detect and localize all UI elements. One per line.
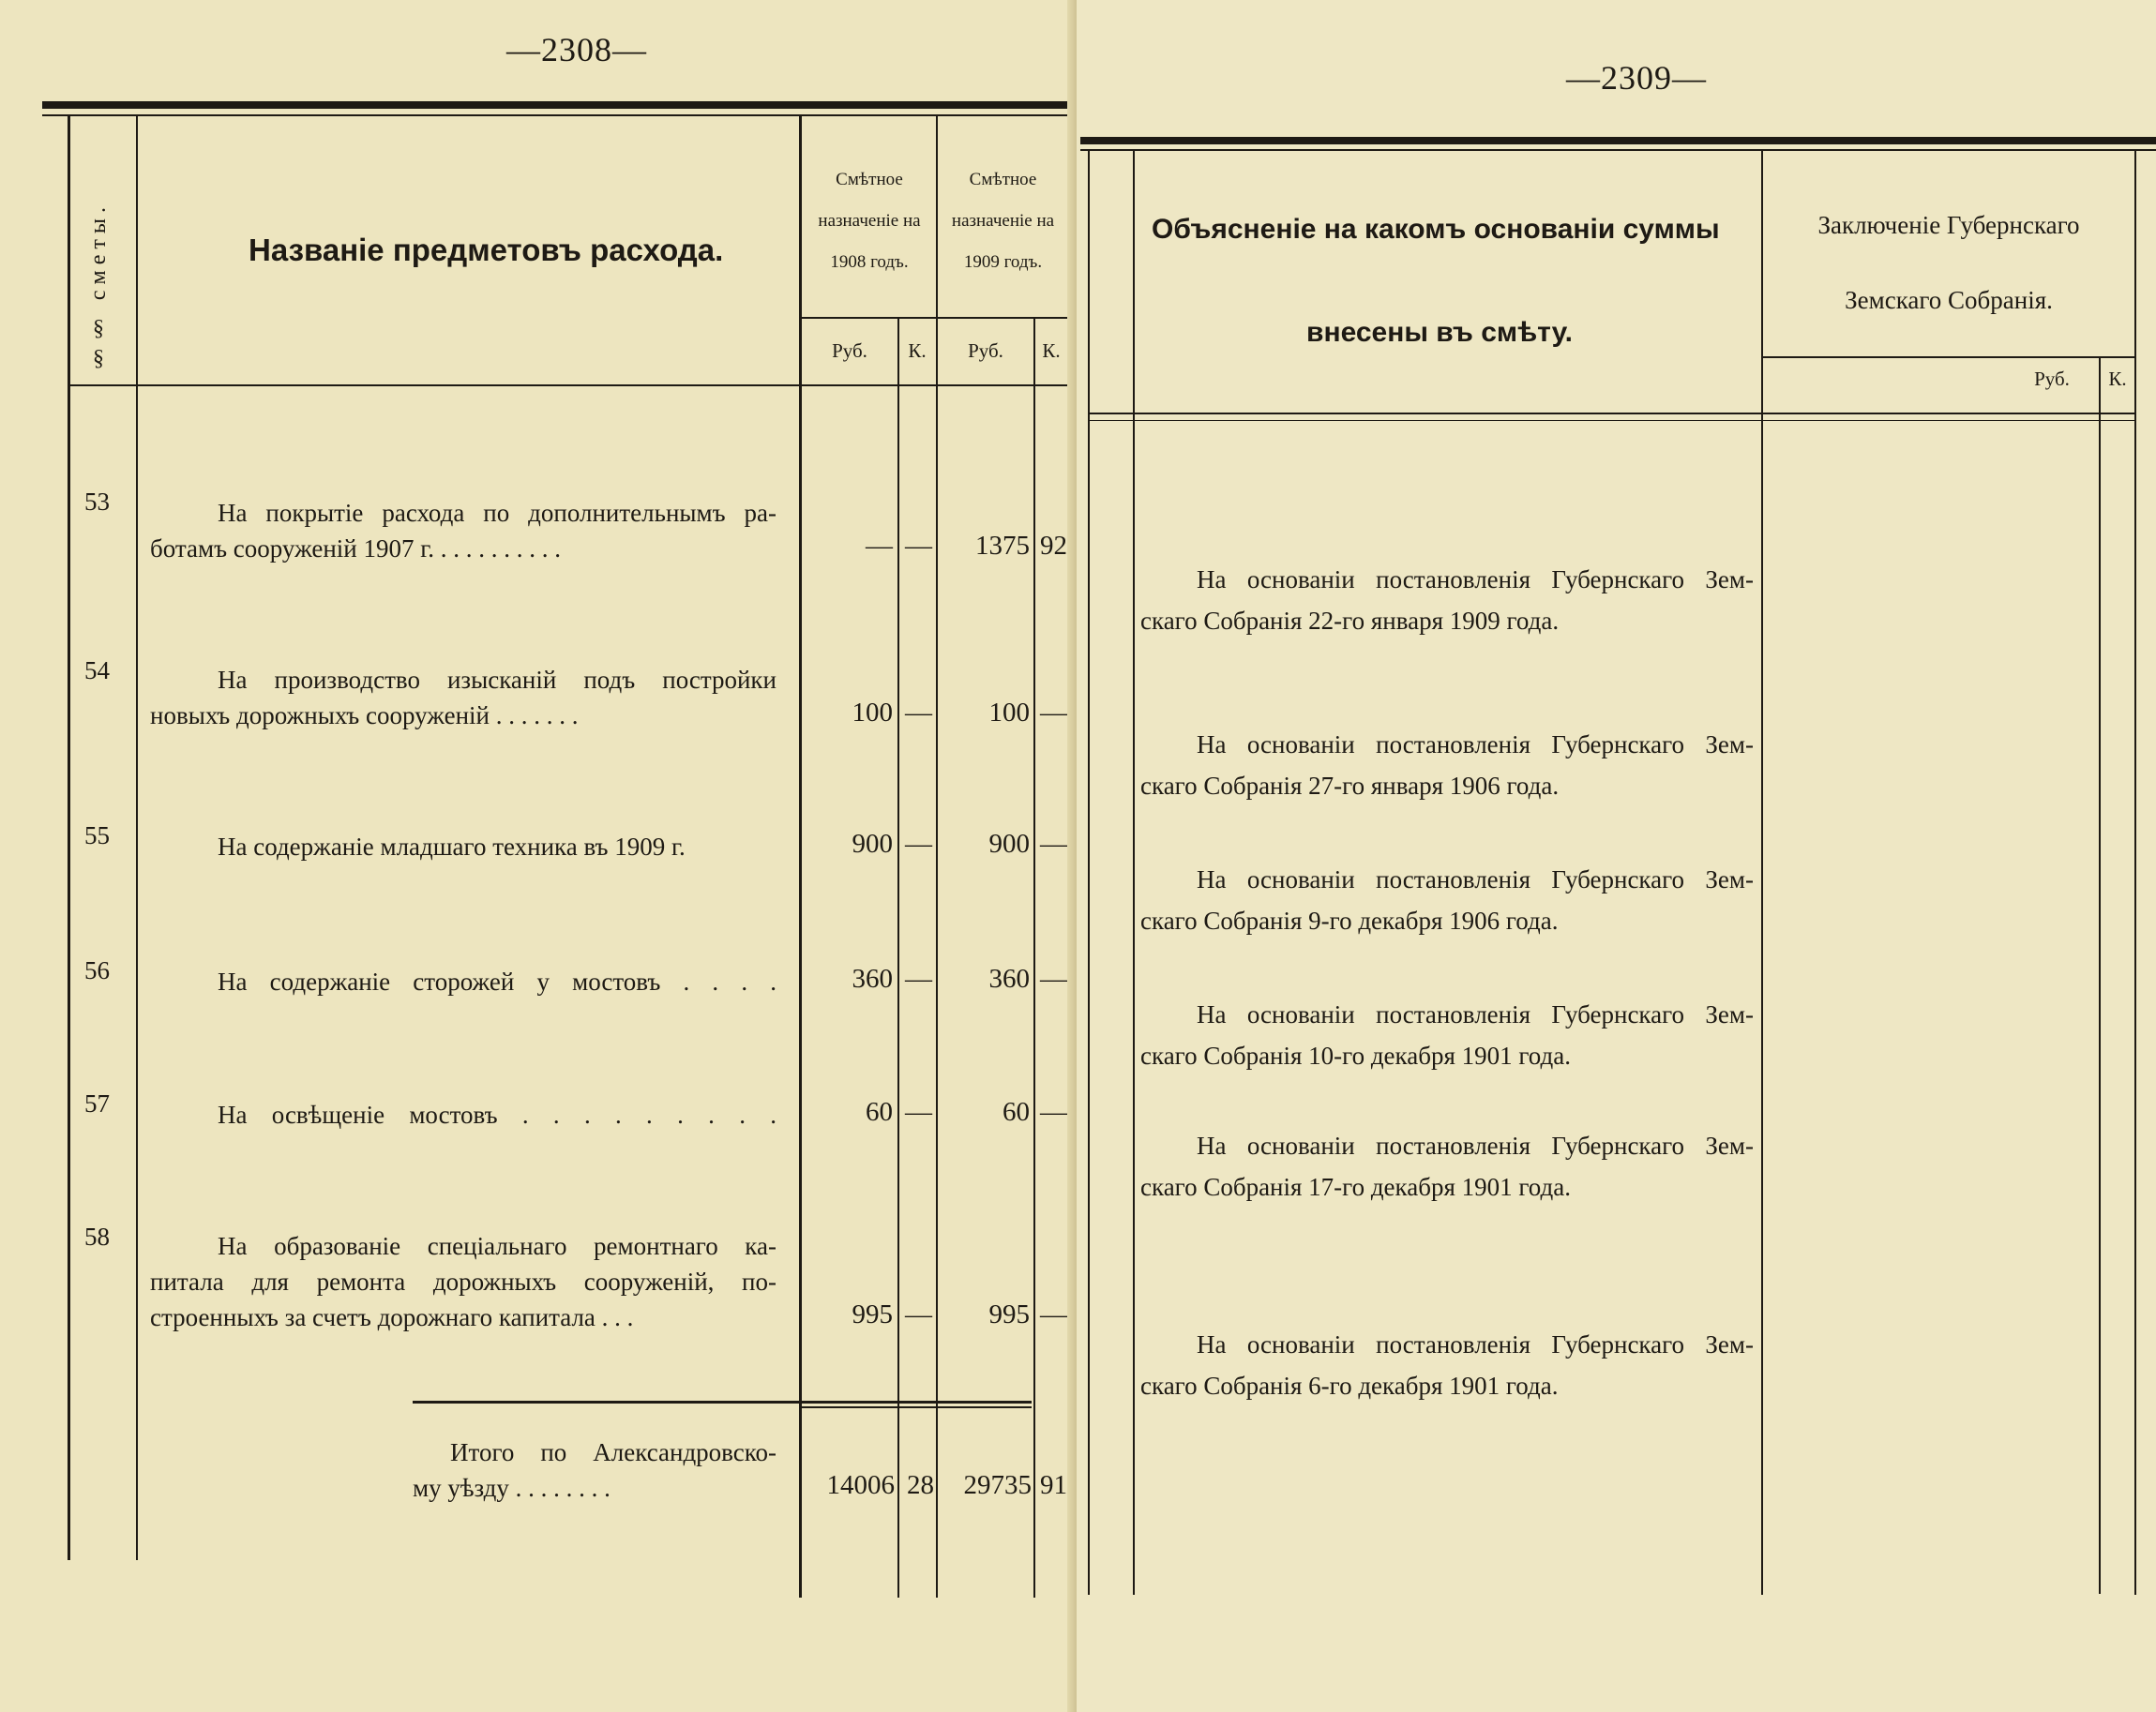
rule-col-1908	[936, 116, 938, 1598]
note-row	[1140, 559, 1754, 641]
note-line: На основаніи постановленія Губернскаго Зем-	[1197, 1330, 1754, 1359]
note-row	[1140, 1324, 1754, 1406]
value-kop-1909: —	[1040, 829, 1067, 859]
total-kop-1909: 91	[1040, 1470, 1067, 1500]
value-rub-1908: —	[866, 531, 893, 561]
top-rule-thin	[1080, 149, 2156, 151]
note-line: На основаніи постановленія Губернскаго Зем-	[1197, 730, 1754, 758]
col-explanation-header: Объясненіе на какомъ основаніи суммы	[1152, 214, 1720, 245]
kop-header-1908: К.	[908, 339, 927, 362]
rule-right-edge	[2134, 151, 2136, 1595]
rub-header: Руб.	[2034, 368, 2070, 390]
rub-header-1909: Руб.	[968, 339, 1003, 362]
top-rule-thin	[42, 114, 1074, 116]
col-index-header: §§ сметы.	[86, 202, 111, 372]
value-kop-1908: —	[905, 829, 932, 859]
rule-sub-header	[799, 317, 1069, 319]
row-text-line: строенныхъ за счетъ дорожнаго капитала . . .	[150, 1303, 634, 1331]
col-conclusion-header: Заключеніе Губернскаго Земскаго Собранія.	[1817, 211, 2080, 314]
rule-header-bottom-thin	[1088, 420, 2134, 421]
value-kop-1909: —	[1040, 1097, 1067, 1127]
top-rule	[1080, 137, 2156, 144]
note-line: На основаніи постановленія Губернскаго Зем-	[1197, 1132, 1754, 1160]
rule-sub-header	[1761, 356, 2134, 358]
note-line: скаго Собранія 27-го января 1906 года.	[1140, 772, 1560, 800]
rule-col-explanation-left	[1133, 151, 1135, 1595]
note-line: скаго Собранія 6-го декабря 1901 года.	[1140, 1372, 1559, 1400]
total-kop-1908: 28	[907, 1470, 934, 1500]
note-line: На основаніи постановленія Губернскаго Зем-	[1197, 1000, 1754, 1029]
value-rub-1908: 995	[852, 1299, 893, 1329]
note-line: На основаніи постановленія Губернскаго Зем-	[1197, 565, 1754, 593]
note-row	[1140, 859, 1754, 941]
value-rub-1908: 100	[852, 698, 893, 728]
total-rub-1909: 29735	[963, 1470, 1032, 1500]
total-rule-thin	[799, 1406, 1032, 1408]
kop-header-1909: К.	[1042, 339, 1061, 362]
page-number-right: —2309—	[1566, 59, 1707, 97]
total-label: му уѣзду . . . . . . . .	[413, 1474, 611, 1502]
rule-col-index	[136, 116, 138, 1560]
value-kop-1909: —	[1040, 1299, 1067, 1329]
rule-col-name	[799, 116, 802, 1598]
note-row	[1140, 724, 1754, 806]
note-line: На основаніи постановленія Губернскаго Зем-	[1197, 865, 1754, 894]
value-rub-1909: 900	[988, 829, 1030, 859]
rule-header-bottom	[1088, 413, 2134, 414]
value-kop-1908: —	[905, 531, 932, 561]
note-line: скаго Собранія 9-го декабря 1906 года.	[1140, 907, 1559, 935]
note-line: скаго Собранія 17-го декабря 1901 года.	[1140, 1173, 1571, 1201]
value-rub-1908: 60	[866, 1097, 893, 1127]
value-rub-1908: 900	[852, 829, 893, 859]
note-row	[1140, 1125, 1754, 1208]
left-page	[0, 0, 1077, 1712]
value-kop-1909: 92	[1040, 531, 1067, 561]
row-number: 53	[84, 488, 110, 516]
page-number-left: —2308—	[506, 31, 647, 68]
col-explanation-header-line2: внесены въ смѣту.	[1306, 317, 1573, 348]
row-text-line: На освѣщеніе мостовъ . . . . . . . . .	[218, 1101, 776, 1129]
value-rub-1909: 1375	[975, 531, 1030, 561]
row-text-line: На образованіе спеціальнаго ремонтнаго ка-	[218, 1232, 776, 1260]
top-rule	[42, 101, 1074, 109]
row-number: 54	[84, 656, 110, 684]
rule-header-bottom	[68, 384, 1069, 386]
value-rub-1909: 100	[988, 698, 1030, 728]
row-text-line: новыхъ дорожныхъ сооруженій . . . . . . .	[150, 701, 579, 729]
note-row	[1140, 994, 1754, 1076]
row-text-line: На содержаніе младшаго техника въ 1909 г.	[218, 833, 686, 861]
row-number: 58	[84, 1223, 110, 1251]
rule-kop	[2099, 356, 2101, 1594]
rule-kop-1909	[1033, 317, 1035, 1598]
value-kop-1908: —	[905, 1097, 932, 1127]
col-name-header: Названіе предметовъ расхода.	[249, 233, 724, 267]
rule-left-edge	[68, 116, 70, 1560]
row-text-line: На покрытіе расхода по дополнительнымъ ра-	[218, 499, 776, 527]
row-text-line: питала для ремонта дорожныхъ сооруженій, по-	[150, 1268, 776, 1296]
value-kop-1908: —	[905, 1299, 932, 1329]
col-1908-header: Смѣтное назначеніе на 1908 годъ.	[818, 170, 921, 272]
value-kop-1908: —	[905, 964, 932, 994]
value-rub-1908: 360	[852, 964, 893, 994]
row-number: 56	[84, 956, 110, 984]
note-line: скаго Собранія 22-го января 1909 года.	[1140, 607, 1560, 635]
total-rub-1908: 14006	[826, 1470, 895, 1500]
total-rule	[413, 1401, 1032, 1404]
value-kop-1909: —	[1040, 698, 1067, 728]
total-label: Итого по Александровско-	[450, 1438, 776, 1466]
rub-header-1908: Руб.	[832, 339, 867, 362]
row-text-line: На содержаніе сторожей у мостовъ . . . .	[218, 968, 776, 996]
row-number: 55	[84, 821, 110, 849]
col-1909-header: Смѣтное назначеніе на 1909 годъ.	[951, 170, 1055, 272]
note-line: скаго Собранія 10-го декабря 1901 года.	[1140, 1042, 1571, 1070]
value-rub-1909: 60	[1003, 1097, 1030, 1127]
value-kop-1908: —	[905, 698, 932, 728]
row-text-line: На производство изысканій подъ постройки	[218, 666, 776, 694]
rule-left-edge	[1088, 151, 1090, 1595]
kop-header: К.	[2108, 368, 2127, 390]
row-text-line: ботамъ сооруженій 1907 г. . . . . . . . . . .	[150, 534, 562, 563]
row-number: 57	[84, 1089, 110, 1118]
value-kop-1909: —	[1040, 964, 1067, 994]
right-page	[1077, 0, 2156, 1712]
value-rub-1909: 360	[988, 964, 1030, 994]
value-rub-1909: 995	[988, 1299, 1030, 1329]
rule-col-conclusion	[1761, 151, 1763, 1595]
